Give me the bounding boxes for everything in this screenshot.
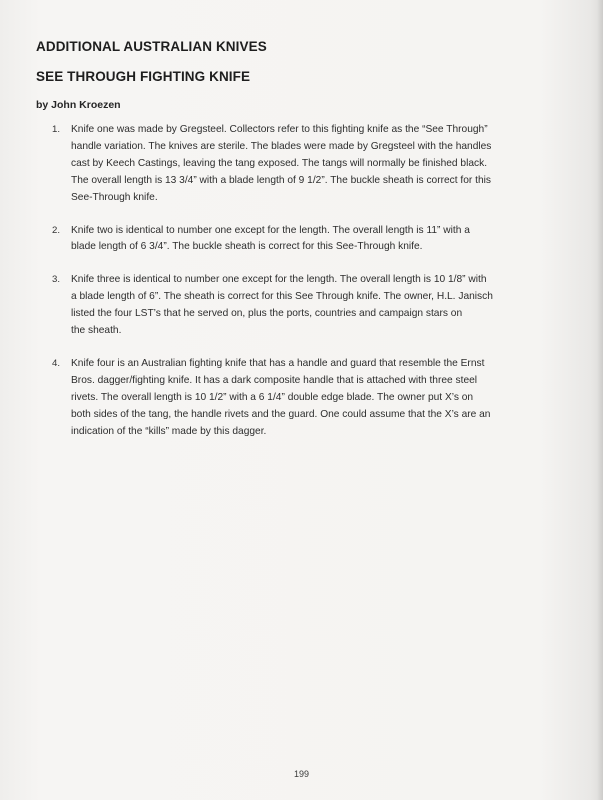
list-item-line: both sides of the tang, the handle rivets and the guard. One could assume that the X’s are an: [71, 408, 491, 420]
list-item-line: Knife one was made by Gregsteel. Collectors refer to this fighting knife as the “See Through”: [71, 124, 488, 135]
list-item-line: Knife two is identical to number one except for the length. The overall length is 11” with a: [71, 224, 470, 236]
list-item-knife-1: [52, 122, 550, 207]
list-item-line: a blade length of 6”. The sheath is correct for this See Through knife. The owner, H.L. Janisch: [71, 291, 493, 303]
list-item-line: cast by Keech Castings, leaving the tang exposed. The tangs will normally be finished black.: [71, 157, 488, 169]
list-item-line: the sheath.: [71, 325, 122, 337]
list-item-knife-2: [52, 223, 550, 257]
page-title: ADDITIONAL AUSTRALIAN KNIVES: [36, 39, 267, 54]
list-item-number: 4.: [52, 357, 61, 369]
list-item-line: See-Through knife.: [71, 191, 158, 203]
list-item-knife-4: [52, 356, 550, 441]
list-item-line: listed the four LST’s that he served on, plus the ports, countries and campaign stars on: [71, 308, 463, 320]
list-item-number: 1.: [52, 124, 61, 135]
list-item-number: 3.: [52, 274, 61, 286]
page-subtitle: SEE THROUGH FIGHTING KNIFE: [36, 69, 251, 84]
list-item-line: indication of the “kills” made by this dagger.: [71, 425, 267, 437]
list-item-knife-3: [52, 272, 550, 340]
knife-list: [52, 122, 550, 457]
list-item-line: Bros. dagger/fighting knife. It has a dark composite handle that is attached with three steel: [71, 374, 478, 386]
header-block: [36, 38, 576, 112]
list-item-line: rivets. The overall length is 10 1/2” with a 6 1/4” double edge blade. The owner put X’s on: [71, 391, 474, 403]
page-number: 199: [293, 769, 310, 779]
list-item-number: 2.: [52, 224, 61, 236]
list-item-line: Knife four is an Australian fighting knife that has a handle and guard that resemble the Ernst: [71, 357, 485, 369]
page-edge-shadow: [597, 0, 603, 800]
list-item-line: handle variation. The knives are sterile. The blades were made by Gregsteel with the handles: [71, 140, 492, 152]
author-byline: by John Kroezen: [36, 99, 121, 111]
list-item-line: Knife three is identical to number one except for the length. The overall length is 10 1/8” with: [71, 274, 487, 286]
list-item-line: The overall length is 13 3/4” with a blade length of 9 1/2”. The buckle sheath is correct for this: [71, 174, 491, 186]
list-item-line: blade length of 6 3/4”. The buckle sheath is correct for this See-Through knife.: [71, 241, 423, 253]
